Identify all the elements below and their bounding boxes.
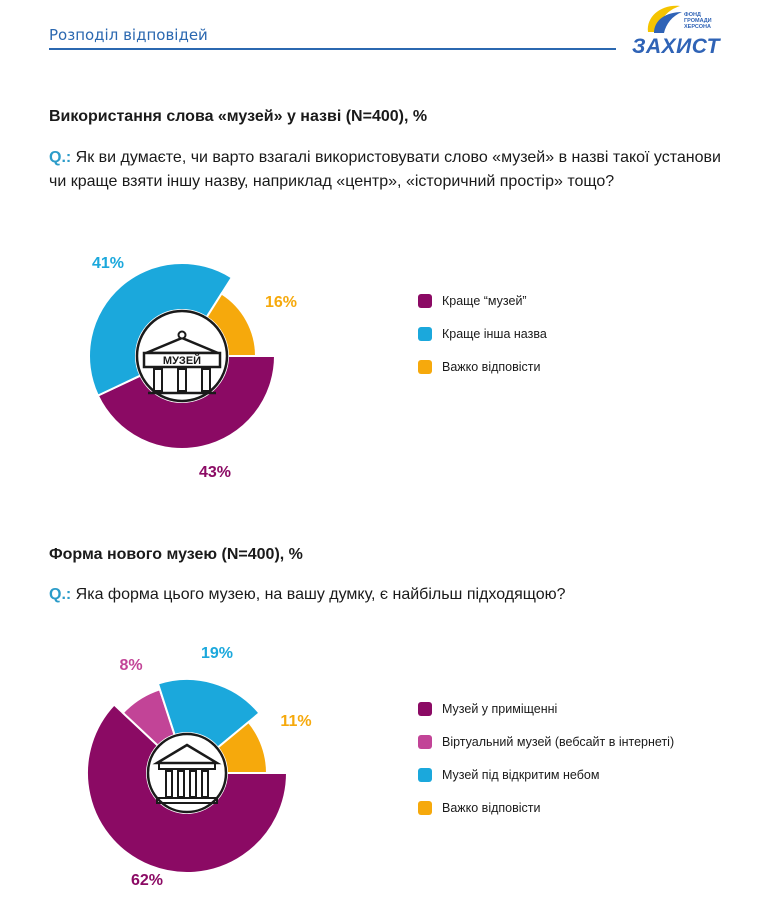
chart-1-legend bbox=[418, 294, 547, 374]
legend-label: Музей у приміщенні bbox=[442, 702, 558, 716]
chart-1-data-label-1: 43% bbox=[198, 464, 232, 481]
logo-subtitle: ФОНД ГРОМАДИ ХЕРСОНА bbox=[684, 12, 712, 30]
chart-1-data-label-3: 16% bbox=[264, 294, 298, 311]
legend-label: Важко відповісти bbox=[442, 801, 541, 815]
question-label: Q.: bbox=[49, 149, 72, 166]
legend-swatch bbox=[418, 735, 432, 749]
legend-swatch bbox=[418, 327, 432, 341]
legend-swatch bbox=[418, 294, 432, 308]
chart-1-donut bbox=[89, 263, 275, 449]
legend-item bbox=[418, 735, 674, 749]
legend-label: Музей під відкритим небом bbox=[442, 768, 600, 782]
legend-label: Краще інша назва bbox=[442, 327, 547, 341]
legend-label: Важко відповісти bbox=[442, 360, 541, 374]
chart-2-data-label-4: 11% bbox=[280, 713, 312, 730]
section-2-title: Форма нового музею (N=400), % bbox=[49, 546, 303, 563]
question-label: Q.: bbox=[49, 586, 72, 603]
legend-item bbox=[418, 801, 674, 815]
chart-2-legend bbox=[418, 702, 674, 815]
legend-item bbox=[418, 327, 547, 341]
legend-swatch bbox=[418, 360, 432, 374]
legend-item bbox=[418, 768, 674, 782]
logo-name: ЗАХИСТ bbox=[632, 35, 720, 58]
legend-item bbox=[418, 360, 547, 374]
question-text: Яка форма цього музею, на вашу думку, є найбільш підходящою? bbox=[75, 586, 566, 603]
legend-item bbox=[418, 702, 674, 716]
question-text: Як ви думаєте, чи варто взагалі використовувати слово «музей» в назві такої установи чи краще взяти іншу назву, наприклад «центр», «історичний простір» тощо? bbox=[49, 149, 721, 190]
chart-2-data-label-3: 19% bbox=[200, 645, 234, 662]
chart-2-data-label-2: 8% bbox=[119, 657, 143, 674]
legend-swatch bbox=[418, 702, 432, 716]
legend-item bbox=[418, 294, 547, 308]
chart-2-data-label-1: 62% bbox=[130, 872, 164, 889]
legend-swatch bbox=[418, 801, 432, 815]
legend-label: Віртуальний музей (вебсайт в інтернеті) bbox=[442, 735, 675, 749]
legend-swatch bbox=[418, 768, 432, 782]
chart-1-data-label-2: 41% bbox=[91, 255, 125, 272]
museum-sign-text: МУЗЕЙ bbox=[162, 355, 202, 367]
chart-2-donut bbox=[87, 679, 287, 873]
section-1-title: Використання слова «музей» у назві (N=400), % bbox=[49, 108, 428, 125]
page-header-title: Розподіл відповідей bbox=[49, 26, 208, 44]
legend-label: Краще “музей” bbox=[442, 294, 527, 308]
